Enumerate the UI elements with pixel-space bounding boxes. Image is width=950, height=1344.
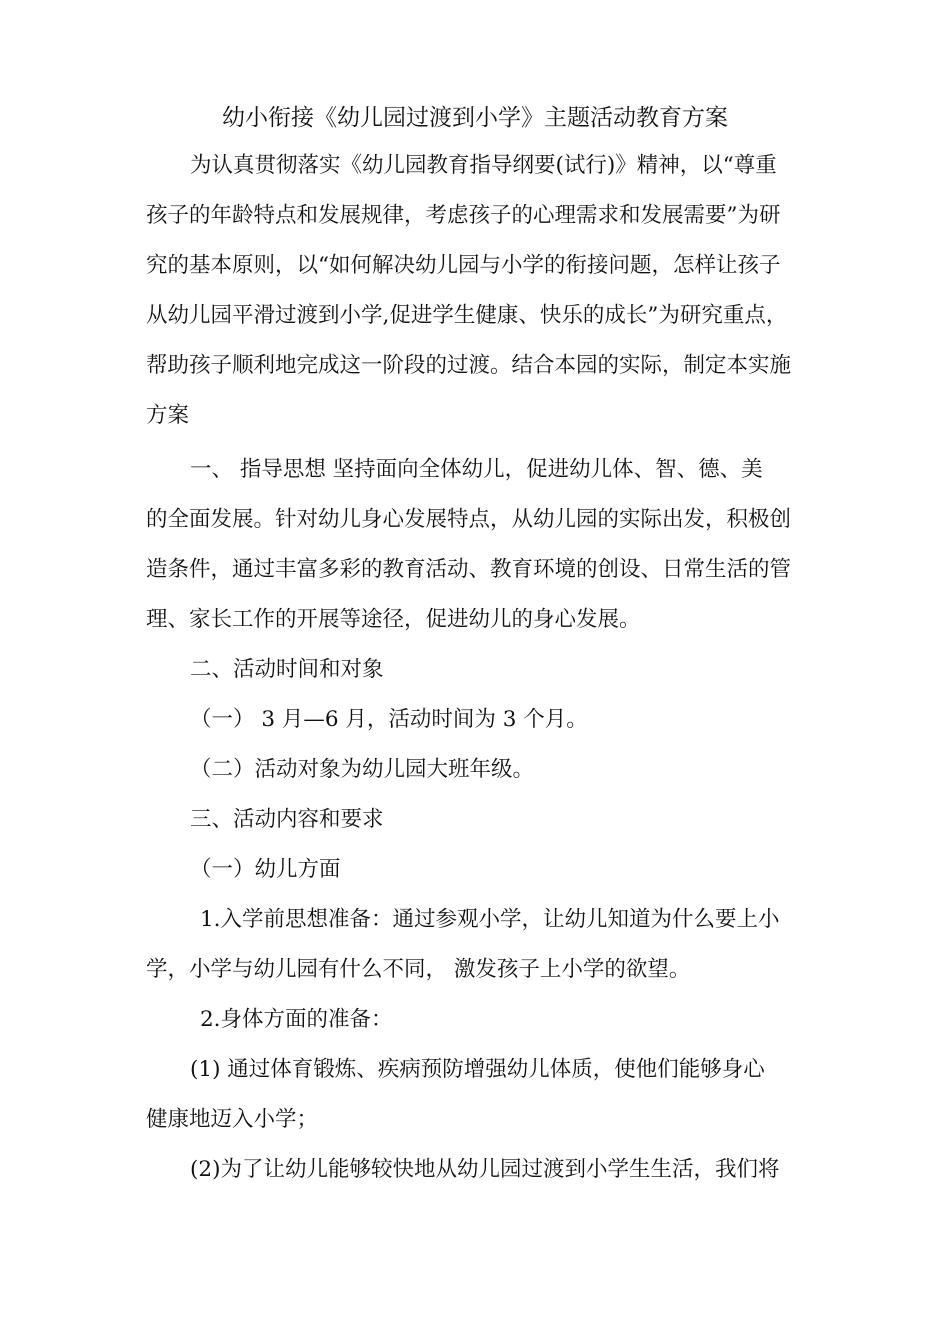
paragraph-line: 从幼儿园平滑过渡到小学,促进学生健康、快乐的成长”为研究重点， [146, 303, 788, 328]
section-heading-line: 一、 指导思想 坚持面向全体幼儿，促进幼儿体、智、德、美 [190, 457, 763, 482]
list-item: （一） 3 月—6 月，活动时间为 3 个月。 [190, 707, 588, 732]
section-heading: 三、活动内容和要求 [190, 807, 384, 832]
list-item: （二）活动对象为幼儿园大班年级。 [190, 757, 535, 782]
paragraph-line: 为认真贯彻落实《幼儿园教育指导纲要(试行)》精神，以“尊重 [190, 153, 777, 178]
paragraph-line: 帮助孩子顺利地完成这一阶段的过渡。结合本园的实际，制定本实施 [146, 353, 792, 378]
paragraph-line: 造条件，通过丰富多彩的教育活动、教育环境的创设、日常生活的管 [146, 557, 792, 582]
paragraph-line: 方案 [146, 403, 190, 428]
paragraph-line: 理、家长工作的开展等途径，促进幼儿的身心发展。 [146, 607, 641, 632]
paragraph-line: 究的基本原则，以“如何解决幼儿园与小学的衔接问题，怎样让孩子 [146, 253, 781, 278]
list-item: (1) 通过体育锻炼、疾病预防增强幼儿体质，使他们能够身心 [190, 1057, 765, 1082]
subsection-heading: （一）幼儿方面 [190, 857, 341, 882]
section-heading: 二、活动时间和对象 [190, 657, 384, 682]
paragraph-line: 健康地迈入小学； [146, 1107, 319, 1132]
list-item: 2.身体方面的准备： [200, 1007, 393, 1032]
list-item: 1.入学前思想准备：通过参观小学，让幼儿知道为什么要上小 [200, 907, 780, 932]
paragraph-line: 的全面发展。针对幼儿身心发展特点，从幼儿园的实际出发，积极创 [146, 507, 792, 532]
list-item: (2)为了让幼儿能够较快地从幼儿园过渡到小学生生活，我们将 [190, 1157, 780, 1182]
paragraph-line: 孩子的年龄特点和发展规律，考虑孩子的心理需求和发展需要”为研 [146, 203, 781, 228]
document-title: 幼小衔接《幼儿园过渡到小学》主题活动教育方案 [222, 105, 728, 131]
paragraph-line: 学，小学与幼儿园有什么不同， 激发孩子上小学的欲望。 [146, 957, 691, 982]
